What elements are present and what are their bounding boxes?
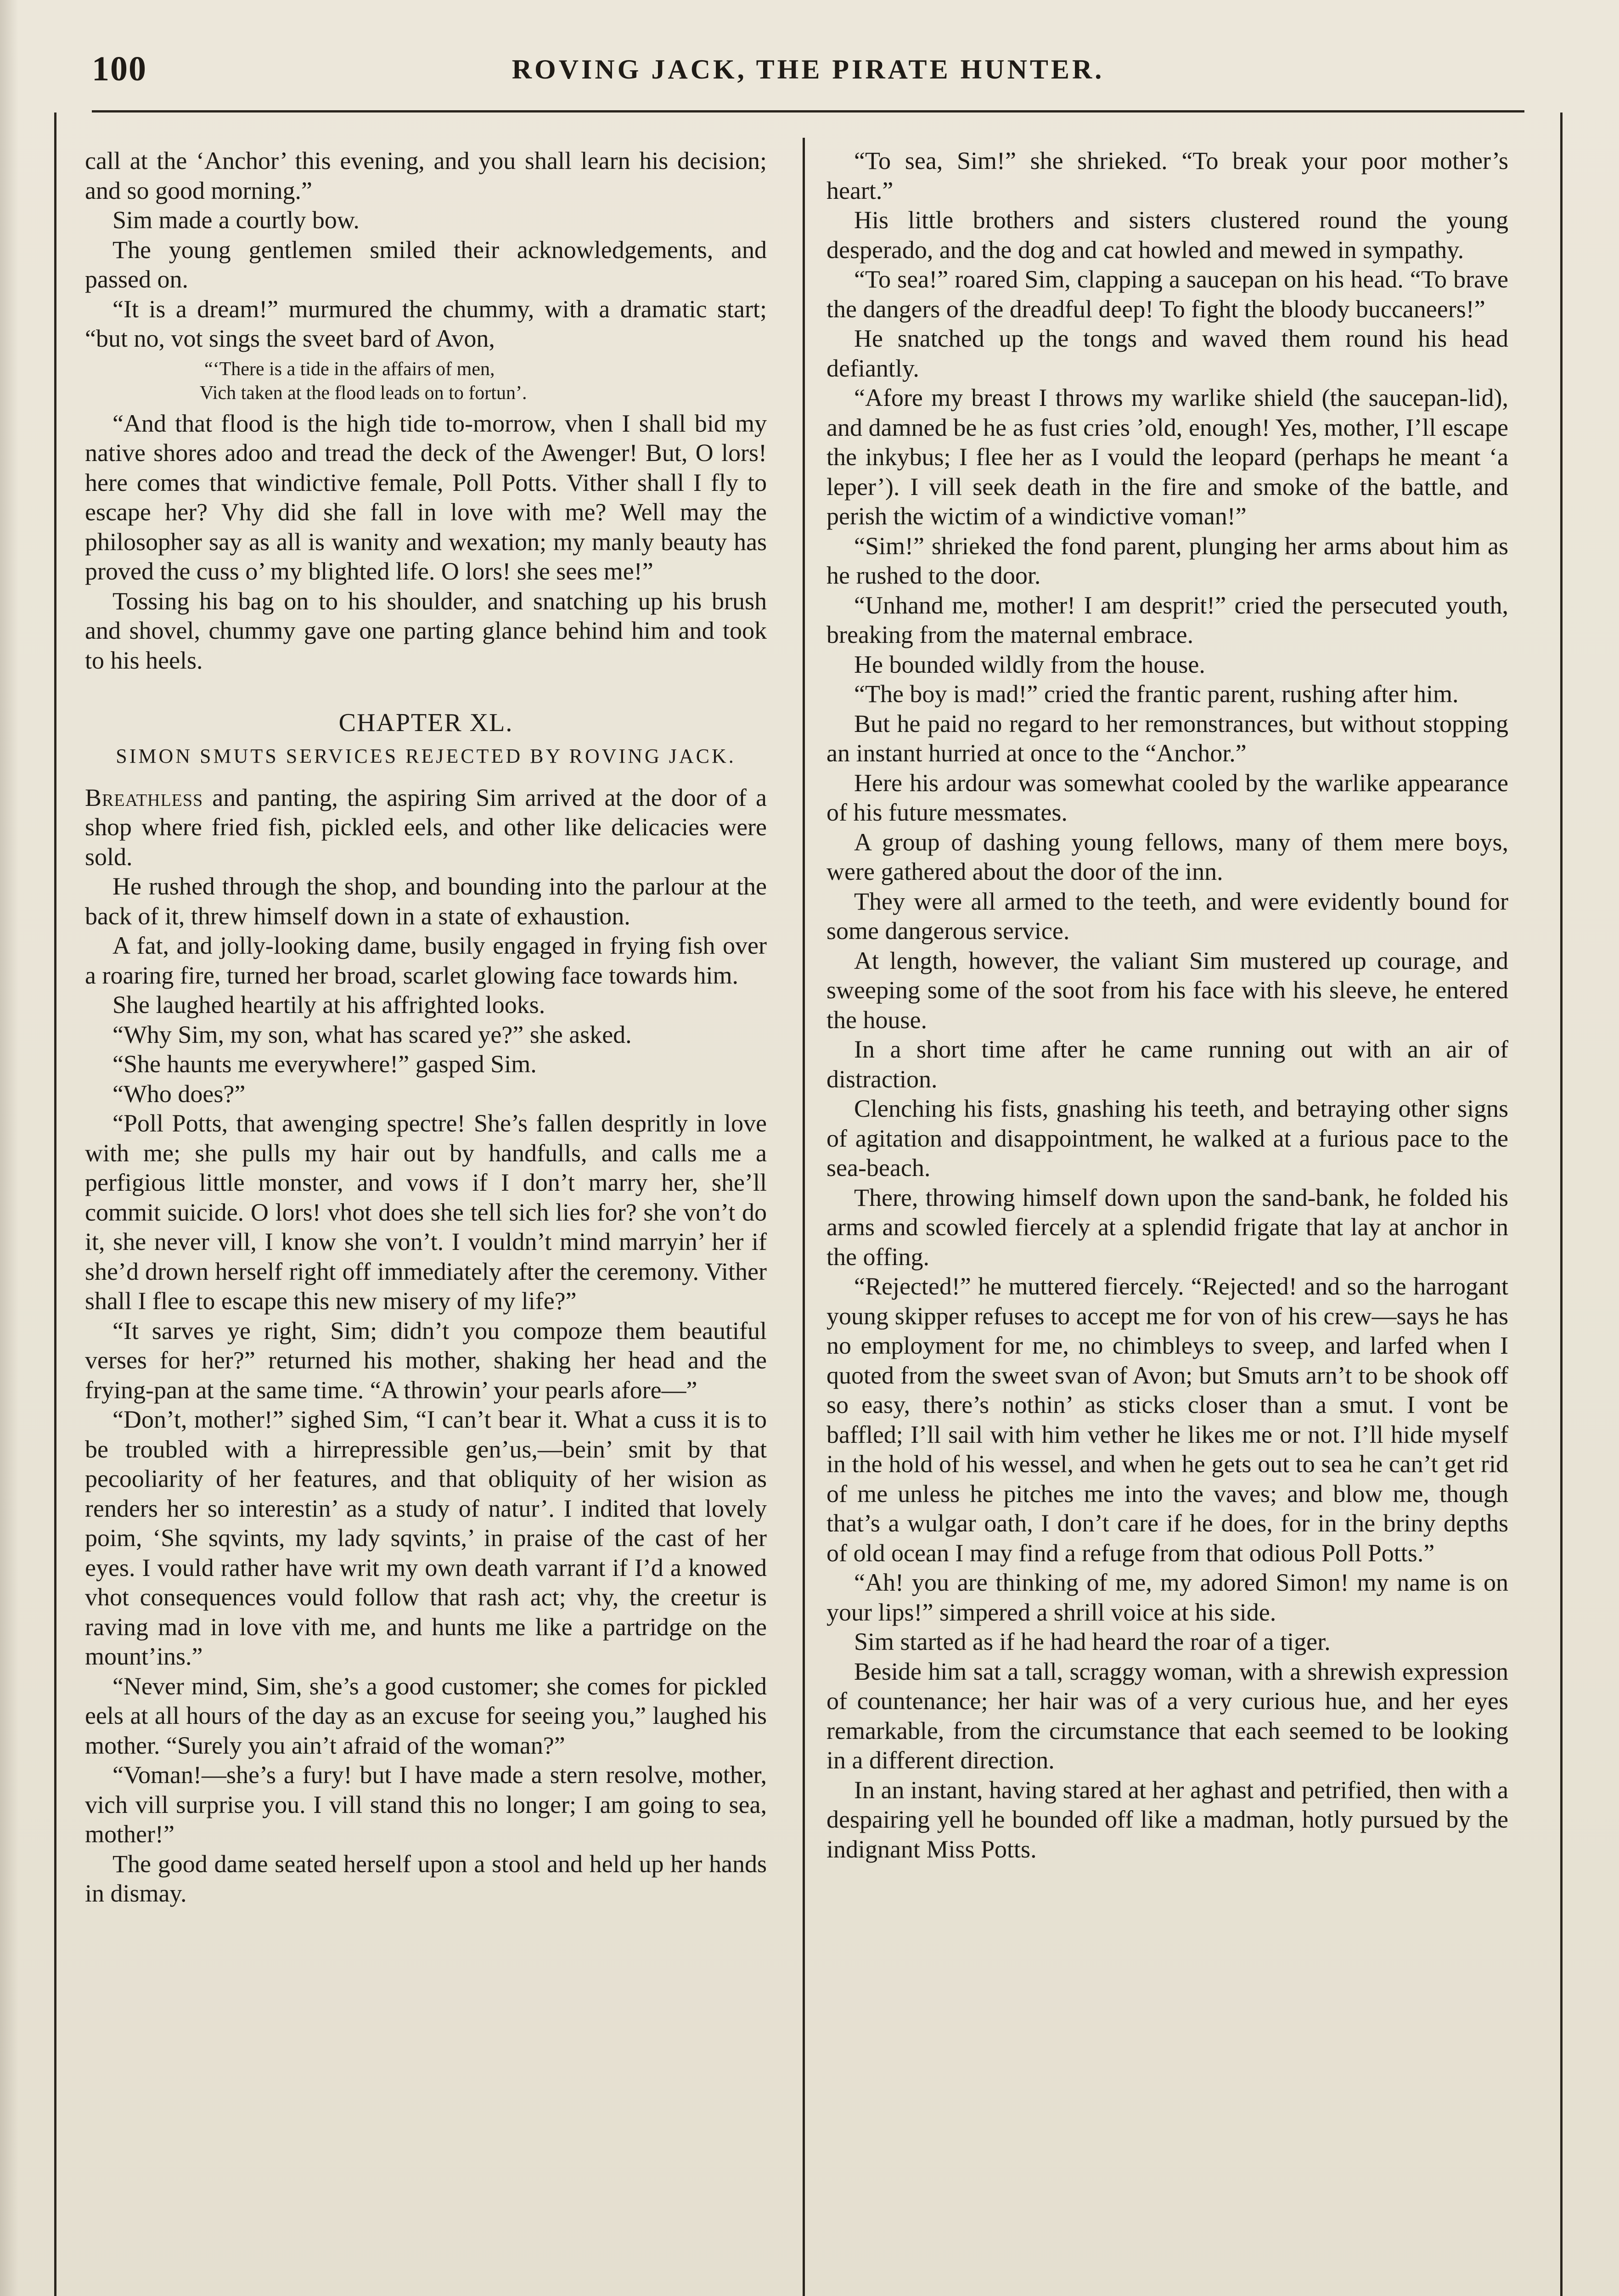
paragraph: A fat, and jolly-looking dame, busily engaged in frying fish over a roaring fire, turned her broad, scarlet glowing face towards him. (85, 932, 767, 989)
frame-right-rule (1560, 113, 1563, 2296)
paragraph: At length, however, the valiant Sim mustered up courage, and sweeping some of the soot from his face with his sleeve, he entered the house. (826, 946, 1508, 1034)
paragraph: Beside him sat a tall, scraggy woman, with a shrewish expression of countenance; her hair was of a very curious hue, and her eyes remarkable, from the circumstance that each seemed to be looking in a different direction. (826, 1657, 1508, 1774)
paragraph: “She haunts me everywhere!” gasped Sim. (112, 1050, 537, 1078)
right-column (826, 146, 1508, 1864)
paragraph: Sim started as if he had heard the roar of a tiger. (854, 1628, 1331, 1655)
paragraph: Here his ardour was somewhat cooled by the warlike appearance of his future messmates. (826, 769, 1508, 826)
paragraph: “And that flood is the high tide to-morrow, vhen I shall bid my native shores adoo and tread the deck of the Awenger! But, O lors! here comes that windictive female, Poll Potts. Vither shall I fly to escape her? Vhy did she fall in love with me? Well may the philosopher say as all is wanity and wexation; my manly beauty has proved the cuss o’ my blighted life. O lors! she sees me!” (85, 409, 767, 585)
paragraph: “Unhand me, mother! I am desprit!” cried the persecuted youth, breaking from the maternal embrace. (826, 591, 1508, 648)
frame-left-rule (54, 113, 56, 2296)
left-column (85, 146, 767, 1908)
paragraph: “Why Sim, my son, what has scared ye?” she asked. (112, 1020, 632, 1048)
opening-text: and panting, the aspiring Sim arrived at the door of a shop where fried fish, pickled eels, and other like delicacies were sold. (85, 783, 767, 871)
paragraph: He rushed through the shop, and bounding into the parlour at the back of it, threw himself down in a state of exhaustion. (85, 872, 767, 930)
column-divider (803, 138, 805, 2296)
paragraph: “Afore my breast I throws my warlike shield (the saucepan-lid), and damned be he as fust cries ’old, enough! Yes, mother, I’ll escape the inkybus; I flee her as I vould the leopard (perhaps he meant ‘a leper’). I vill seek death in the fire and smoke of the battle, and perish the wictim of a windictive voman!” (826, 384, 1508, 530)
paragraph: There, throwing himself down upon the sand-bank, he folded his arms and scowled fiercely at a splendid frigate that lay at anchor in the offing. (826, 1183, 1508, 1271)
paragraph: “It sarves ye right, Sim; didn’t you compoze them beautiful verses for her?” returned his mother, shaking her head and the frying-pan at the same time. “A throwin’ your pearls afore—” (85, 1317, 767, 1404)
paragraph: The good dame seated herself upon a stool and held up her hands in dismay. (85, 1850, 767, 1907)
paragraph: “Poll Potts, that awenging spectre! She’s fallen despritly in love with me; she pulls my hair out by handfulls, and calls me a perfigious little monster, and vows if I don’t marry her, she’ll commit suicide. O lors! vhot does she tell sich lies for? she von’t do it, she never vill, I know she von’t. I vouldn’t mind marryin’ her if she’d drown herself right off immediately after the ceremony. Vither shall I flee to escape this new misery of my life?” (85, 1109, 767, 1315)
chapter-subtitle: SIMON SMUTS SERVICES REJECTED BY ROVING JACK. (116, 744, 736, 767)
page-number: 100 (92, 50, 147, 88)
verse-line: Vich taken at the flood leads on to fortun’. (200, 382, 527, 404)
paragraph: “To sea!” roared Sim, clapping a saucepan on his head. “To brave the dangers of the dreadful deep! To fight the bloody buccaneers!” (826, 265, 1508, 323)
paragraph: Sim made a courtly bow. (112, 206, 360, 234)
page-edge-shadow (0, 0, 18, 2296)
paragraph: “Rejected!” he muttered fiercely. “Rejected! and so the harrogant young skipper refuses to accept me for von of his crew—says he has no employment for me, no chimbleys to sveep, and larfed when I quoted from the sweet svan of Avon; but Smuts arn’t to be shook off so easy, there’s nothin’ as sticks closer than a smut. I vont be baffled; I’ll sail with him vether he likes me or not. I’ll hide myself in the hold of his wessel, and when he gets out to sea he can’t get rid of me unless he pitches me into the vaves; and blow me, though that’s a wulgar oath, I don’t care if he does, for in the briny depths of old ocean I may find a refuge from that odious Poll Potts.” (826, 1272, 1508, 1567)
opening-word: Breathless (85, 783, 203, 811)
paragraph: “Sim!” shrieked the fond parent, plunging her arms about him as he rushed to the door. (826, 532, 1508, 589)
paragraph: He snatched up the tongs and waved them round his head defiantly. (826, 325, 1508, 382)
paragraph: Tossing his bag on to his shoulder, and snatching up his brush and shovel, chummy gave one parting glance behind him and took to his heels. (85, 587, 767, 674)
paragraph: Clenching his fists, gnashing his teeth, and betraying other signs of agitation and disappointment, he walked at a furious pace to the sea-beach. (826, 1095, 1508, 1182)
paragraph: “To sea, Sim!” she shrieked. “To break your poor mother’s heart.” (826, 147, 1508, 204)
paragraph: “Voman!—she’s a fury! but I have made a stern resolve, mother, vich vill surprise you. I vill stand this no longer; I am going to sea, mother!” (85, 1761, 767, 1848)
paragraph: He bounded wildly from the house. (854, 650, 1205, 678)
page-header (64, 44, 1552, 113)
paragraph: “It is a dream!” murmured the chummy, with a dramatic start; “but no, vot sings the sveet bard of Avon, (85, 295, 767, 352)
paragraph: In an instant, having stared at her aghast and petrified, then with a despairing yell he bounded off like a madman, hotly pursued by the indignant Miss Potts. (826, 1776, 1508, 1863)
paragraph: “Who does?” (112, 1080, 246, 1108)
paragraph: But he paid no regard to her remonstrances, but without stopping an instant hurried at once to the “Anchor.” (826, 709, 1508, 767)
paragraph: A group of dashing young fellows, many of them mere boys, were gathered about the door of the inn. (826, 828, 1508, 885)
paragraph: The young gentlemen smiled their acknowledgements, and passed on. (85, 236, 767, 293)
paragraph: In a short time after he came running out with an air of distraction. (826, 1035, 1508, 1093)
paragraph-opening (85, 783, 767, 872)
paragraph: “Ah! you are thinking of me, my adored Simon! my name is on your lips!” simpered a shrill voice at his side. (826, 1569, 1508, 1626)
paragraph: They were all armed to the teeth, and were evidently bound for some dangerous service. (826, 887, 1508, 945)
paragraph: “The boy is mad!” cried the frantic parent, rushing after him. (854, 680, 1459, 708)
verse-quote (85, 357, 767, 405)
chapter-title: CHAPTER XL. (338, 709, 513, 737)
header-rule (92, 110, 1524, 113)
paragraph: “Never mind, Sim, she’s a good customer; she comes for pickled eels at all hours of the day as an excuse for seeing you,” laughed his mother. “Surely you ain’t afraid of the woman?” (85, 1672, 767, 1759)
paragraph: His little brothers and sisters clustered round the young desperado, and the dog and cat howled and mewed in sympathy. (826, 206, 1508, 264)
paragraph: She laughed heartily at his affrighted looks. (112, 991, 545, 1019)
verse-line: “‘There is a tide in the affairs of men, (204, 358, 495, 380)
running-title: ROVING JACK, THE PIRATE HUNTER. (512, 54, 1105, 84)
paragraph: “Don’t, mother!” sighed Sim, “I can’t bear it. What a cuss it is to be troubled with a hirrepressible gen’us,—bein’ smit by that pecooliarity of her features, and that obliquity of her wision as renders her so interestin’ as a study of natur’. I indited that lovely poim, ‘She sqvints, my lady sqvints,’ in praise of the cast of her eyes. I vould rather have writ my own death varrant if I’d a knowed vhot consequences vould follow that rash act; vhy, the creetur is raving mad in love vith me, and hunts me like a partridge on the mount’ins.” (85, 1406, 767, 1670)
paragraph: call at the ‘Anchor’ this evening, and you shall learn his decision; and so good morning.” (85, 147, 767, 204)
